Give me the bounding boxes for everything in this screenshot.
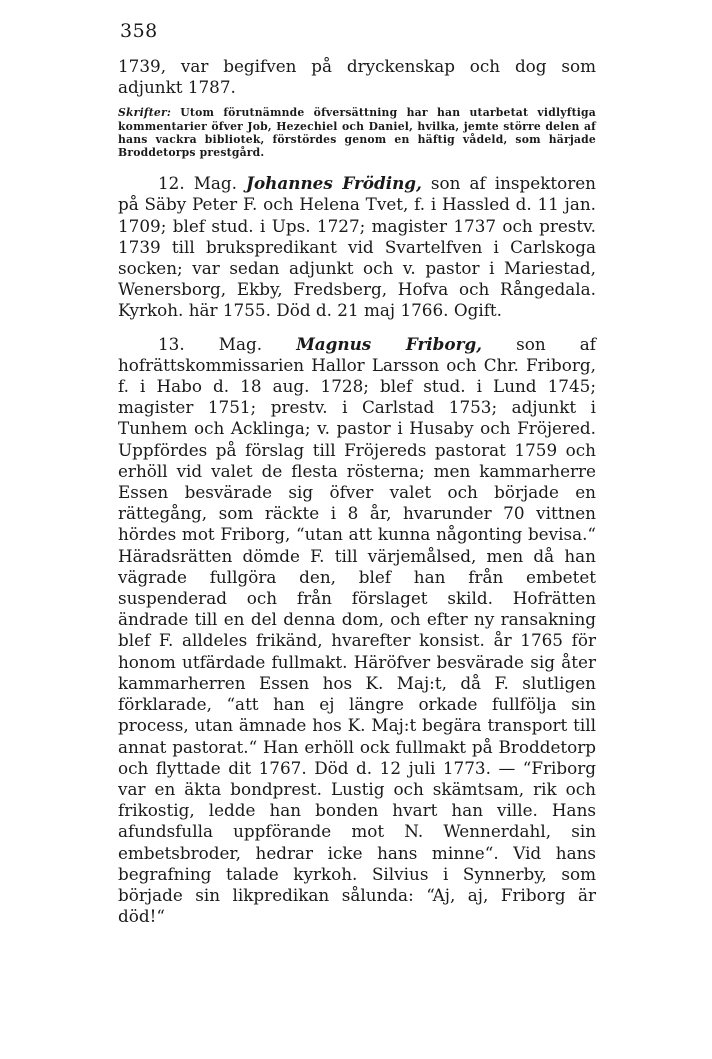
entry-12-text: son af inspektoren på Säby Peter F. och Helena Tvet, f. i Hassled d. 11 jan. 1709; blef stud. i Ups. 1727; magister 1737 och prestv. 1739 till brukspredikant vid Svartelfven i Carlskoga socken; var sedan adjunkt och v. pastor i Mariestad, Wenersborg, Ekby, Fredsberg, Hofva och Rångedala. Kyrkoh. här 1755. Död d. 21 maj 1766. Ogift. bbox=[118, 173, 596, 321]
entry-12-prefix: 12. Mag. bbox=[158, 173, 247, 194]
skrifter-text: Utom förutnämnde öfversättning har han utarbetat vidlyftiga kommentarier öfver Job, Hezechiel och Daniel, hvilka, jemte större delen af hans vackra bibliotek, förstördes genom en häftig vådeld, som härjade Broddetorps prestgård. bbox=[118, 106, 596, 160]
entry-13-name: Magnus Friborg, bbox=[296, 333, 483, 354]
entry-13-prefix: 13. Mag. bbox=[158, 333, 297, 354]
entry-12-name: Johannes Fröding, bbox=[246, 173, 422, 194]
entry-13-text: son af hofrättskommissarien Hallor Larsson och Chr. Friborg, f. i Habo d. 18 aug. 1728; blef stud. i Lund 1745; magister 1751; prestv. i Carlstad 1753; adjunkt i Tunhem och Acklinga; v. pastor i Husaby och Fröjered. Uppfördes på förslag till Fröjereds pastorat 1759 och erhöll vid valet de flesta rösterna; men kammarherre Essen besvärade sig öfver valet och började en rättegång, som räckte i 8 år, hvarunder 70 vittnen hördes mot Friborg, “utan att kunna någonting bevisa.“ Häradsrätten dömde F. till värjemålsed, men då han vägrade fullgöra den, blef han från embetet suspenderad och från förslaget skild. Hofrätten ändrade till en del denna dom, och efter ny ransakning blef F. alldeles frikänd, hvarefter konsist. år 1765 för honom utfärdade fullmakt. Häröfver besvärade sig åter kammarherren Essen hos K. Maj:t, då F. slutligen förklarade, “att han ej längre orkade fullfölja sin process, utan ämnade hos K. Maj:t begära transport till annat pastorat.“ Han erhöll ock fullmakt på Broddetorp och flyttade dit 1767. Död d. 12 juli 1773. — “Friborg var en äkta bondprest. Lustig och skämtsam, rik och frikostig, ledde han bonden hvart han ville. Hans afundsfulla uppförande mot N. Wennerdahl, sin embetsbroder, hedrar icke hans minne“. Vid hans begrafning talade kyrkoh. Silvius i Synnerby, som började sin likpredikan sålunda: “Aj, aj, Friborg är död!“ bbox=[118, 333, 596, 927]
paragraph-skrifter bbox=[118, 106, 596, 159]
page-number: 358 bbox=[120, 20, 158, 42]
text-block bbox=[118, 56, 596, 927]
paragraph-intro: 1739, var begifven på dryckenskap och dog som adjunkt 1787. bbox=[118, 56, 596, 98]
paragraph-entry-12 bbox=[118, 173, 596, 321]
skrifter-lead: Skrifter: bbox=[118, 106, 172, 120]
paragraph-entry-13 bbox=[118, 334, 596, 928]
